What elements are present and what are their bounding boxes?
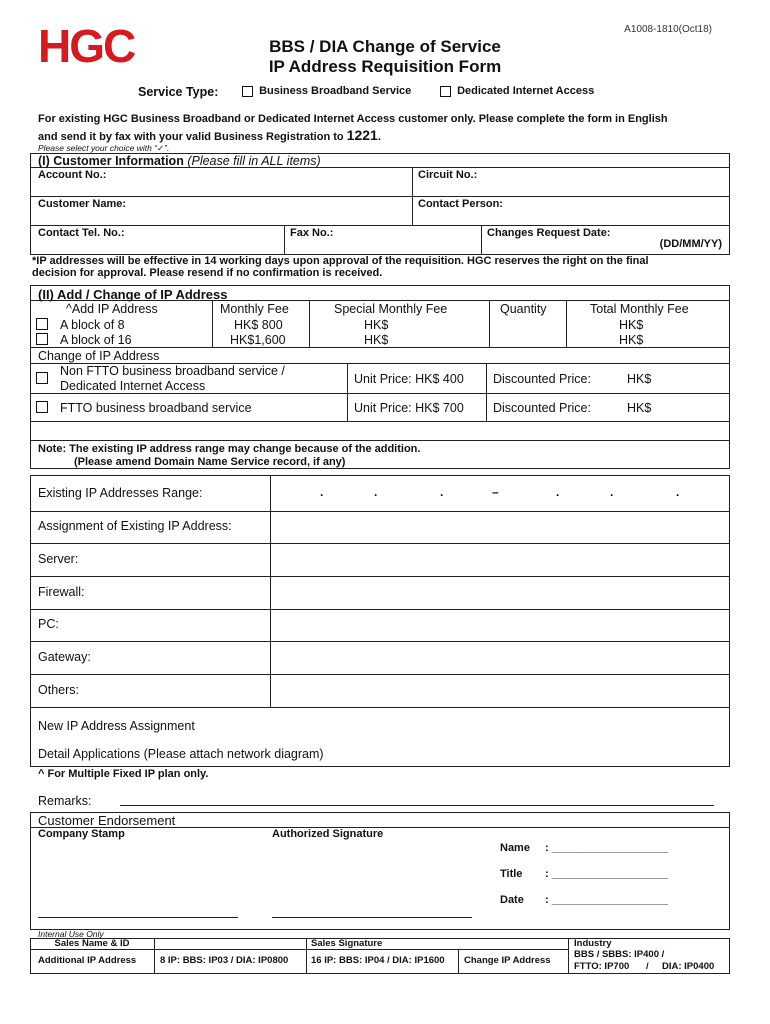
hdr-total-fee: Total Monthly Fee xyxy=(590,302,689,316)
note-line2: (Please amend Domain Name Service record, if any) xyxy=(74,456,346,468)
ftto-discounted: Discounted Price: xyxy=(493,401,591,415)
assignment-label: Assignment of Existing IP Address: xyxy=(38,519,232,533)
ftto-sep: / xyxy=(646,961,649,972)
block8-label: A block of 8 xyxy=(60,318,125,332)
non-ftto-line2: Dedicated Internet Access xyxy=(60,379,206,393)
checkbox[interactable] xyxy=(440,86,451,97)
existing-range-label: Existing IP Addresses Range: xyxy=(38,486,203,500)
ip-range-fields[interactable]: . . . – . . . xyxy=(320,485,680,499)
footnote: ^ For Multiple Fixed IP plan only. xyxy=(38,768,209,780)
form-title-line2: IP Address Requisition Form xyxy=(268,57,502,76)
block8-total: HK$ xyxy=(619,318,644,332)
date-label: Date xyxy=(500,894,524,906)
title-field[interactable]: : ___________________ xyxy=(545,868,668,880)
additional-ip: Additional IP Address xyxy=(38,955,137,966)
intro-line1: For existing HGC Business Broadband or Dedicated Internet Access customer only. Please complete the form in English xyxy=(38,113,668,125)
ftto-checkbox[interactable] xyxy=(36,401,48,413)
ip16-code: 16 IP: BBS: IP04 / DIA: IP1600 xyxy=(311,955,445,966)
customer-name-label: Customer Name: xyxy=(38,198,127,210)
notice-line1: *IP addresses will be effective in 14 working days upon approval of the requisition. HGC reserves the right on the final xyxy=(32,255,649,267)
block16-fee: HK$1,600 xyxy=(230,333,286,347)
non-ftto-checkbox[interactable] xyxy=(36,372,48,384)
non-ftto-hk: HK$ xyxy=(627,372,652,386)
new-assignment-label: New IP Address Assignment xyxy=(38,719,195,733)
section1-box xyxy=(30,153,730,255)
hdr-monthly-fee: Monthly Fee xyxy=(220,302,289,316)
service-option-dia[interactable]: Dedicated Internet Access xyxy=(440,85,594,97)
notice-line2: decision for approval. Please resend if no confirmation is received. xyxy=(32,267,383,279)
form-title-line1: BBS / DIA Change of Service xyxy=(269,37,501,56)
service-option-bbs[interactable]: Business Broadband Service xyxy=(242,85,411,97)
change-ip-title: Change of IP Address xyxy=(38,349,160,363)
pc-label: PC: xyxy=(38,617,59,631)
change-ip-code: Change IP Address xyxy=(464,955,551,966)
block8-special: HK$ xyxy=(364,318,389,332)
block16-total: HK$ xyxy=(619,333,644,347)
ftto-code: FTTO: IP700 xyxy=(574,961,630,972)
gateway-label: Gateway: xyxy=(38,650,91,664)
ip8-code: 8 IP: BBS: IP03 / DIA: IP0800 xyxy=(160,955,289,966)
signature-line[interactable] xyxy=(272,917,472,918)
others-label: Others: xyxy=(38,683,79,697)
block8-checkbox[interactable] xyxy=(36,318,48,330)
remarks-line[interactable] xyxy=(120,805,714,806)
section2-title: (II) Add / Change of IP Address xyxy=(38,287,228,302)
block16-label: A block of 16 xyxy=(60,333,132,347)
hdr-quantity: Quantity xyxy=(500,302,547,316)
fax-number: 1221 xyxy=(346,127,378,143)
fax-no-label: Fax No.: xyxy=(290,227,334,239)
service-type-label: Service Type: xyxy=(138,85,219,99)
title-label: Title xyxy=(500,868,523,880)
remarks-label: Remarks: xyxy=(38,794,92,808)
authorized-signature-label: Authorized Signature xyxy=(272,828,384,840)
bbs-code: BBS / SBBS: IP400 / xyxy=(574,949,665,960)
non-ftto-unit-price: Unit Price: HK$ 400 xyxy=(354,372,464,386)
stamp-line[interactable] xyxy=(38,917,238,918)
detail-apps-label: Detail Applications (Please attach network diagram) xyxy=(38,747,324,761)
block16-special: HK$ xyxy=(364,333,389,347)
intro-line2: and send it by fax with your valid Business Registration to 1221. xyxy=(38,127,381,143)
endorsement-title: Customer Endorsement xyxy=(38,813,176,828)
hdr-special-fee: Special Monthly Fee xyxy=(334,302,448,316)
name-field[interactable]: : ___________________ xyxy=(545,842,668,854)
non-ftto-line1: Non FTTO business broadband service / xyxy=(60,364,285,378)
server-label: Server: xyxy=(38,552,79,566)
change-date-label: Changes Request Date: xyxy=(487,227,611,239)
name-label: Name xyxy=(500,842,530,854)
industry-label: Industry xyxy=(574,938,612,949)
sales-name-id: Sales Name & ID xyxy=(54,938,130,949)
circuit-no-label: Circuit No.: xyxy=(418,169,478,181)
internal-use-label: Internal Use Only xyxy=(38,929,104,939)
account-no-label: Account No.: xyxy=(38,169,107,181)
date-format: (DD/MM/YY) xyxy=(659,238,722,250)
dia-code: DIA: IP0400 xyxy=(662,961,715,972)
hdr-add-ip: ^Add IP Address xyxy=(66,302,158,316)
ftto-hk: HK$ xyxy=(627,401,652,415)
form-code: A1008-1810(Oct18) xyxy=(624,24,712,35)
ftto-label: FTTO business broadband service xyxy=(60,401,252,415)
note-line1: Note: The existing IP address range may change because of the addition. xyxy=(38,443,421,455)
intro-hint: Please select your choice with “✓”. xyxy=(38,143,170,153)
section1-title: (I) Customer Information (Please fill in ALL items) xyxy=(38,154,321,168)
non-ftto-discounted: Discounted Price: xyxy=(493,372,591,386)
block16-checkbox[interactable] xyxy=(36,333,48,345)
date-field[interactable]: : ___________________ xyxy=(545,894,668,906)
company-stamp-label: Company Stamp xyxy=(38,828,125,840)
svg-text:HGC: HGC xyxy=(38,22,135,66)
ftto-unit-price: Unit Price: HK$ 700 xyxy=(354,401,464,415)
contact-tel-label: Contact Tel. No.: xyxy=(38,227,125,239)
firewall-label: Firewall: xyxy=(38,585,85,599)
checkbox[interactable] xyxy=(242,86,253,97)
block8-fee: HK$ 800 xyxy=(234,318,283,332)
contact-person-label: Contact Person: xyxy=(418,198,503,210)
sales-signature: Sales Signature xyxy=(311,938,383,949)
